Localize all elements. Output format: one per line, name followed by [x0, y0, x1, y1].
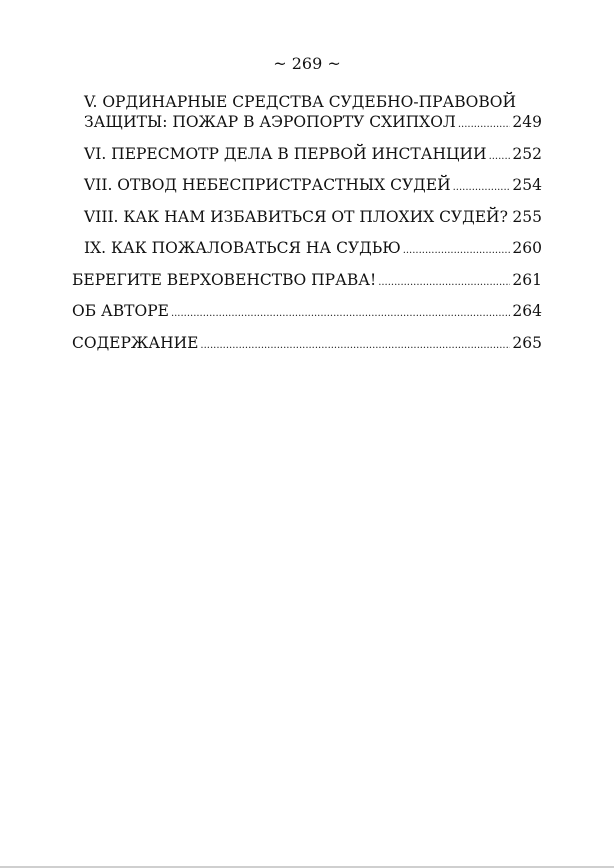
leader-dots [200, 336, 510, 356]
toc-entry-page: 264 [512, 302, 542, 320]
leader-dots [458, 115, 511, 135]
toc-entry-page: 252 [512, 144, 542, 163]
toc-entry-rule-of-law[interactable] [72, 270, 542, 293]
toc-entry-page: 265 [512, 333, 542, 352]
leader-dots [510, 210, 511, 230]
leader-dots [453, 178, 511, 198]
leader-dots [171, 304, 510, 324]
leader-dots [489, 147, 511, 167]
toc-entry-page: 261 [512, 270, 542, 289]
toc-entry-vii[interactable] [72, 175, 542, 198]
toc-entry-title: IX. КАК ПОЖАЛОВАТЬСЯ НА СУДЬЮ [84, 239, 401, 257]
toc-entry-page: 254 [512, 176, 542, 194]
toc-entry-v[interactable] [72, 92, 542, 135]
table-of-contents [72, 92, 542, 364]
toc-entry-title: ОБ АВТОРЕ [72, 302, 169, 320]
toc-entry-viii[interactable] [72, 207, 542, 230]
toc-entry-title: VI. ПЕРЕСМОТР ДЕЛА В ПЕРВОЙ ИНСТАНЦИИ [84, 144, 487, 163]
toc-entry-title-cont: ЗАЩИТЫ: ПОЖАР В АЭРОПОРТУ СХИПХОЛ [84, 113, 456, 131]
toc-entry-about-author[interactable] [72, 301, 542, 324]
toc-entry-page: 249 [512, 113, 542, 131]
toc-entry-contents[interactable] [72, 333, 542, 356]
toc-entry-page: 255 [512, 207, 542, 226]
toc-entry-title: V. ОРДИНАРНЫЕ СРЕДСТВА СУДЕБНО-ПРАВОВОЙ [84, 93, 516, 111]
toc-entry-title: VII. ОТВОД НЕБЕСПРИСТРАСТНЫХ СУДЕЙ [84, 176, 451, 194]
leader-dots [403, 241, 511, 261]
toc-entry-title: VIII. КАК НАМ ИЗБАВИТЬСЯ ОТ ПЛОХИХ СУДЕЙ? [84, 207, 508, 226]
leader-dots [378, 273, 510, 293]
toc-entry-ix[interactable] [72, 238, 542, 261]
page-number: ~ 269 ~ [273, 54, 341, 73]
toc-entry-title: БЕРЕГИТЕ ВЕРХОВЕНСТВО ПРАВА! [72, 270, 377, 289]
toc-entry-title: СОДЕРЖАНИЕ [72, 333, 199, 352]
toc-entry-page: 260 [512, 239, 542, 257]
toc-entry-vi[interactable] [72, 144, 542, 167]
